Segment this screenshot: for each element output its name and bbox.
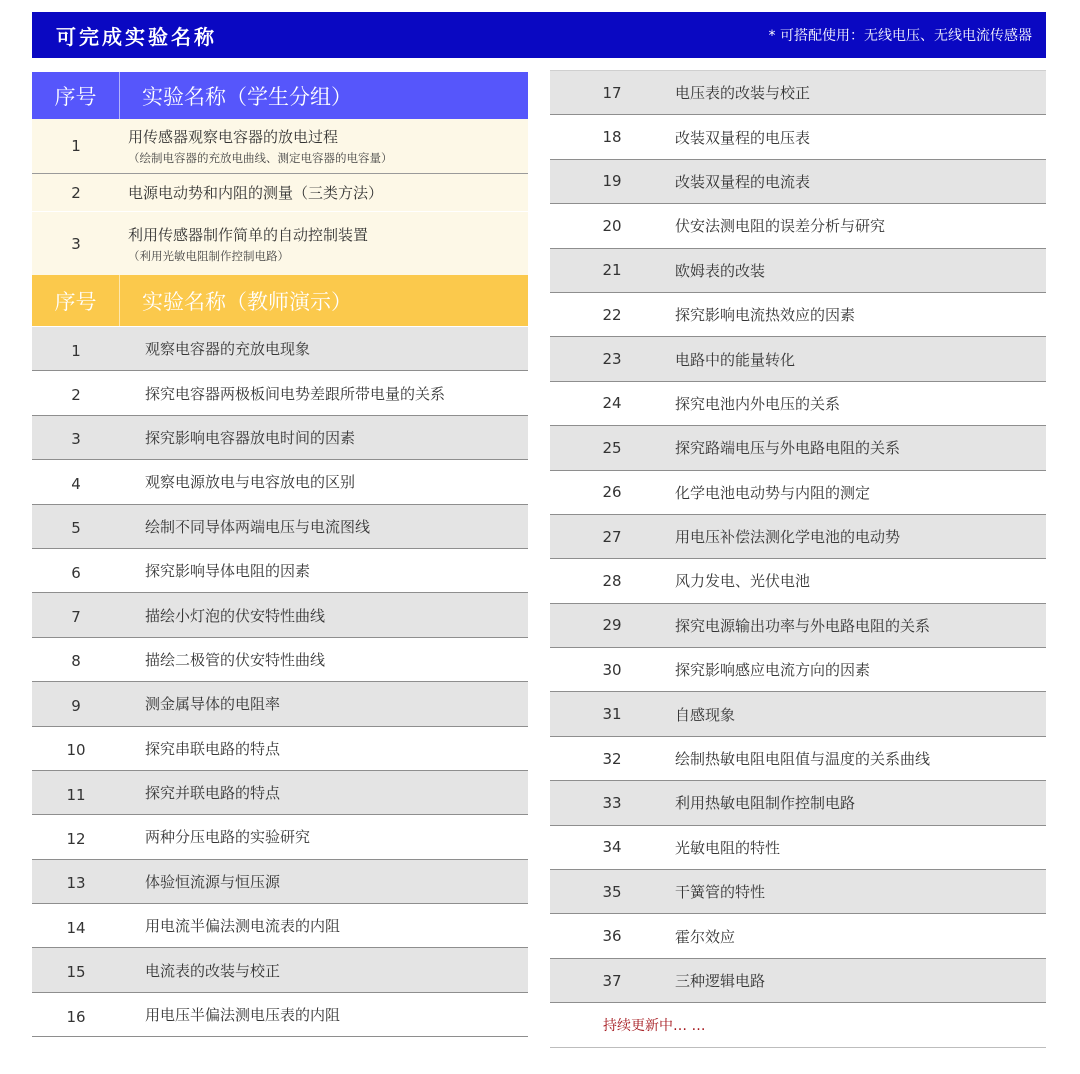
table-row: [32, 549, 528, 593]
col-header-num: 序号: [32, 275, 120, 326]
row-name: 三种逻辑电路: [675, 972, 766, 990]
row-name: 利用传感器制作简单的自动控制装置: [128, 225, 369, 244]
row-name: 化学电池电动势与内阻的测定: [675, 483, 871, 502]
table-row: [550, 337, 1046, 381]
row-num: 15: [66, 963, 86, 982]
student-table-header: [32, 72, 528, 119]
table-row: [550, 559, 1046, 603]
table-row: [32, 815, 528, 859]
table-row: [550, 959, 1046, 1003]
sensor-note: * 可搭配使用：无线电压、无线电流传感器: [768, 28, 1032, 44]
table-row: [32, 993, 528, 1037]
table-row: [550, 426, 1046, 470]
table-row: [550, 204, 1046, 248]
row-num: 26: [602, 483, 622, 502]
col-header-num: 序号: [32, 72, 120, 119]
row-name: 霍尔效应: [675, 927, 736, 946]
teacher-table-header: [32, 275, 528, 326]
table-row: [550, 826, 1046, 870]
table-row: [32, 727, 528, 771]
row-name: 电流表的改装与校正: [145, 961, 281, 980]
row-num: 13: [66, 874, 86, 893]
table-row: [550, 249, 1046, 293]
row-num: 4: [71, 474, 81, 493]
row-name: 伏安法测电阻的误差分析与研究: [675, 217, 886, 236]
row-name: 描绘小灯泡的伏安特性曲线: [145, 606, 326, 625]
row-num: 3: [71, 430, 81, 449]
row-name: 改装双量程的电压表: [675, 128, 811, 147]
row-num: 6: [71, 563, 81, 582]
table-row: [550, 71, 1046, 115]
table-row: [550, 160, 1046, 204]
row-name: 用电压半偏法测电压表的内阻: [145, 1006, 341, 1025]
table-row: [32, 460, 528, 504]
table-row: [550, 781, 1046, 825]
row-num: 9: [71, 696, 81, 715]
row-num: 17: [602, 83, 622, 102]
row-num: 10: [66, 741, 86, 760]
col-header-name: 实验名称（学生分组）: [142, 84, 352, 109]
row-num: 28: [602, 571, 622, 590]
row-name: 绘制不同导体两端电压与电流图线: [145, 517, 371, 536]
table-row: [550, 382, 1046, 426]
row-num: 30: [602, 660, 622, 679]
row-num: 16: [66, 1007, 86, 1026]
table-row: [32, 771, 528, 815]
row-name: 描绘二极管的伏安特性曲线: [145, 650, 326, 669]
row-name: 绘制热敏电阻电阻值与温度的关系曲线: [675, 750, 931, 769]
page-header: [32, 12, 1046, 58]
teacher-list-right: [550, 70, 1046, 1048]
row-num: 1: [71, 341, 81, 360]
continued-updates-note: 持续更新中… …: [603, 1017, 706, 1034]
row-num: 14: [66, 918, 86, 937]
row-num: 35: [602, 882, 622, 901]
row-name: 观察电源放电与电容放电的区别: [145, 473, 356, 492]
row-num: 2: [71, 386, 81, 405]
table-row: [32, 371, 528, 415]
row-num: 7: [71, 608, 81, 627]
table-row: [550, 648, 1046, 692]
row-name: 用电压补偿法测化学电池的电动势: [675, 528, 901, 547]
row-num: 8: [71, 652, 81, 671]
teacher-list-left: [32, 327, 528, 1037]
table-row: [550, 692, 1046, 736]
row-num: 20: [602, 216, 622, 235]
page-title: 可完成实验名称: [56, 24, 217, 49]
row-name: 探究电源输出功率与外电路电阻的关系: [675, 616, 931, 635]
table-row: [550, 293, 1046, 337]
table-row: [550, 515, 1046, 559]
row-name: 体验恒流源与恒压源: [145, 872, 281, 891]
student-row: [32, 212, 528, 275]
table-row: [550, 604, 1046, 648]
table-row: [32, 593, 528, 637]
table-row: [32, 416, 528, 460]
row-num: 12: [66, 829, 86, 848]
row-name: 欧姆表的改装: [675, 261, 766, 280]
row-subtitle: （利用光敏电阻制作控制电路）: [128, 248, 289, 263]
more-row: [550, 1003, 1046, 1047]
row-num: 22: [602, 305, 622, 324]
row-num: 37: [602, 971, 622, 990]
row-name: 探究电容器两极板间电势差跟所带电量的关系: [145, 384, 446, 403]
row-num: 36: [602, 927, 622, 946]
row-num: 25: [602, 438, 622, 457]
row-name: 探究并联电路的特点: [145, 784, 281, 803]
row-name: 改装双量程的电流表: [675, 172, 811, 191]
table-row: [32, 327, 528, 371]
row-name: 观察电容器的充放电现象: [145, 340, 311, 359]
row-num: 2: [71, 183, 81, 202]
table-row: [550, 870, 1046, 914]
table-row: [32, 505, 528, 549]
row-num: 18: [602, 128, 622, 147]
student-row: [32, 174, 528, 212]
table-row: [550, 914, 1046, 958]
student-row: [32, 119, 528, 174]
row-name: 探究电池内外电压的关系: [675, 394, 841, 413]
row-num: 5: [71, 519, 81, 538]
row-num: 33: [602, 793, 622, 812]
table-row: [32, 948, 528, 992]
row-num: 27: [602, 527, 622, 546]
row-name: 电压表的改装与校正: [675, 84, 811, 103]
table-row: [550, 471, 1046, 515]
row-name: 电源电动势和内阻的测量（三类方法）: [128, 184, 384, 202]
row-num: 24: [602, 394, 622, 413]
row-num: 21: [602, 261, 622, 280]
table-row: [32, 682, 528, 726]
row-name: 探究影响电流热效应的因素: [675, 306, 856, 325]
row-name: 探究串联电路的特点: [145, 739, 281, 758]
table-row: [550, 115, 1046, 159]
row-subtitle: （绘制电容器的充放电曲线、测定电容器的电容量）: [128, 151, 393, 165]
row-num: 34: [602, 838, 622, 857]
row-num: 23: [602, 350, 622, 369]
row-name: 电路中的能量转化: [675, 350, 796, 369]
row-name: 两种分压电路的实验研究: [145, 828, 311, 847]
row-name: 用电流半偏法测电流表的内阻: [145, 917, 341, 936]
table-row: [32, 904, 528, 948]
table-row: [32, 638, 528, 682]
row-num: 3: [71, 234, 81, 253]
col-header-name: 实验名称（教师演示）: [142, 289, 352, 314]
row-name: 自感现象: [675, 705, 736, 724]
row-name: 探究影响感应电流方向的因素: [675, 661, 871, 680]
row-num: 29: [602, 616, 622, 635]
row-name: 用传感器观察电容器的放电过程: [128, 128, 339, 146]
row-num: 19: [602, 172, 622, 191]
table-row: [550, 737, 1046, 781]
row-name: 探究影响电容器放电时间的因素: [145, 428, 356, 447]
row-name: 干簧管的特性: [675, 883, 766, 902]
row-name: 光敏电阻的特性: [675, 838, 781, 857]
row-num: 31: [602, 705, 622, 724]
row-name: 探究影响导体电阻的因素: [145, 562, 311, 581]
row-num: 11: [66, 785, 86, 804]
row-name: 利用热敏电阻制作控制电路: [675, 794, 856, 813]
row-name: 探究路端电压与外电路电阻的关系: [675, 439, 901, 458]
row-num: 32: [602, 749, 622, 768]
row-name: 风力发电、光伏电池: [675, 572, 811, 591]
row-name: 测金属导体的电阻率: [145, 695, 281, 714]
table-row: [32, 860, 528, 904]
row-num: 1: [71, 137, 81, 155]
